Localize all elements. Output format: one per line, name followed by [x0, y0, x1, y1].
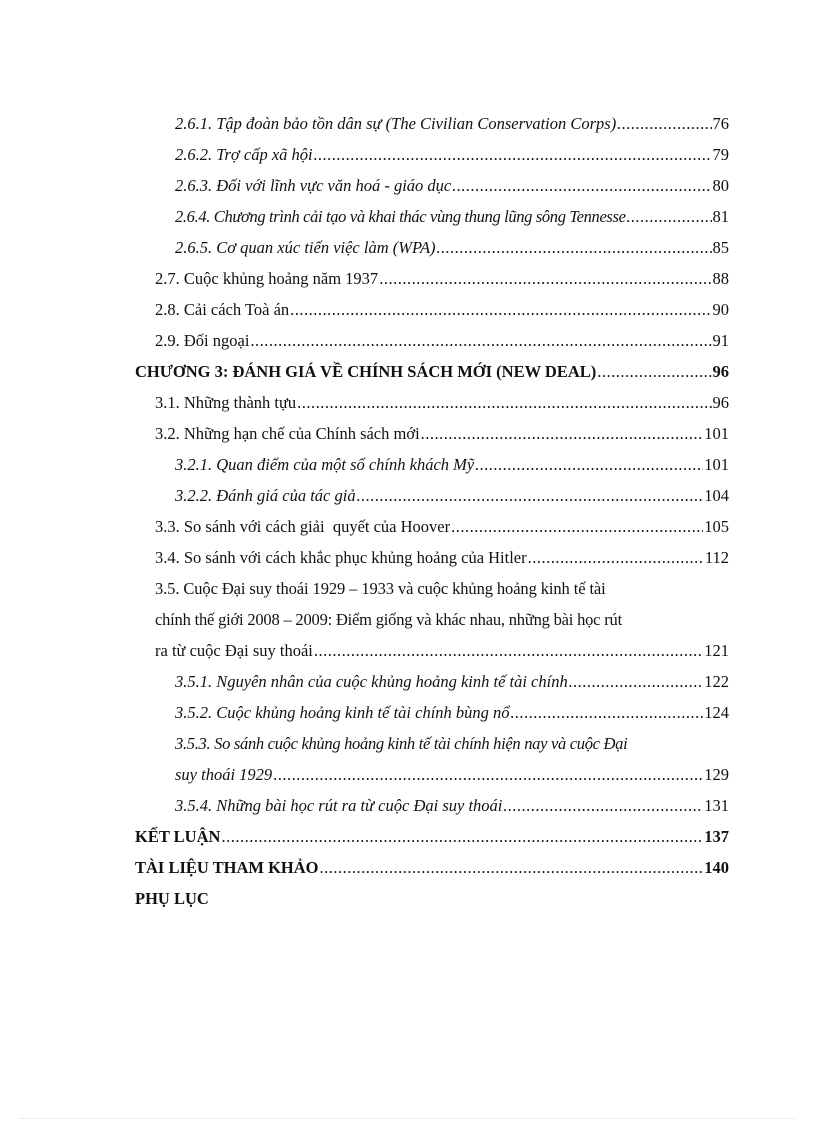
toc-entry-title: 2.8. Cải cách Toà án — [155, 300, 290, 319]
toc-entry[interactable] — [135, 325, 729, 356]
dot-leader — [320, 852, 704, 883]
toc-entry[interactable] — [135, 511, 729, 542]
toc-entry-page: 80 — [712, 176, 729, 195]
toc-entry[interactable] — [135, 666, 729, 697]
toc-entry-title: 2.9. Đối ngoại — [155, 331, 250, 350]
toc-entry-page: 137 — [704, 827, 729, 846]
toc-entry-title: 3.5.4. Những bài học rút ra từ cuộc Đại suy thoái — [175, 796, 503, 815]
dot-leader — [627, 201, 712, 232]
toc-entry-page: 131 — [704, 796, 729, 815]
toc-multiline-entry[interactable] — [135, 573, 729, 666]
dot-leader — [475, 449, 703, 480]
toc-entry-title-line: ra từ cuộc Đại suy thoái — [155, 641, 313, 660]
toc-entry-title: 3.2.2. Đánh giá của tác giả — [175, 486, 356, 505]
toc-multiline-entry[interactable] — [135, 728, 729, 790]
toc-entry[interactable] — [135, 170, 729, 201]
toc-entry-title: 3.5.2. Cuộc khủng hoảng kinh tế tài chính bùng nổ — [175, 703, 510, 722]
toc-entry[interactable] — [135, 387, 729, 418]
dot-leader — [273, 759, 703, 790]
dot-leader — [452, 170, 711, 201]
toc-entry-page: 79 — [712, 145, 729, 164]
toc-entry-title: 3.5.1. Nguyên nhân của cuộc khủng hoảng kinh tế tài chính — [175, 672, 568, 691]
toc-entry[interactable] — [135, 418, 729, 449]
toc-entry-title: KẾT LUẬN — [135, 827, 221, 846]
toc-entry-title: 3.2.1. Quan điểm của một số chính khách Mỹ — [175, 455, 475, 474]
toc-entry-page: 91 — [712, 331, 729, 350]
toc-entry-title: 2.6.2. Trợ cấp xã hội — [175, 145, 313, 164]
toc-chapter-entry[interactable] — [135, 356, 729, 387]
dot-leader — [503, 790, 703, 821]
toc-entry-title: 2.7. Cuộc khủng hoảng năm 1937 — [155, 269, 379, 288]
toc-chapter-entry[interactable] — [135, 883, 729, 914]
dot-leader — [528, 542, 704, 573]
toc-entry[interactable] — [135, 542, 729, 573]
dot-leader — [314, 635, 703, 666]
toc-entry-last-line — [155, 635, 729, 666]
toc-entry-title: CHƯƠNG 3: ĐÁNH GIÁ VỀ CHÍNH SÁCH MỚI (NEW DEAL) — [135, 362, 597, 381]
toc-entry-page: 121 — [704, 641, 729, 660]
appendix-heading: PHỤ LỤC — [135, 889, 209, 908]
dot-leader — [451, 511, 703, 542]
toc-entry[interactable] — [135, 449, 729, 480]
toc-entry-title: 2.6.5. Cơ quan xúc tiến việc làm (WPA) — [175, 238, 436, 257]
toc-entry[interactable] — [135, 139, 729, 170]
toc-entry-page: 96 — [712, 393, 729, 412]
toc-entry-page: 129 — [704, 765, 729, 784]
toc-entry[interactable] — [135, 697, 729, 728]
dot-leader — [314, 139, 712, 170]
toc-entry-title: 2.6.4. Chương trình cải tạo và khai thác vùng thung lũng sông Tennesse — [175, 207, 626, 226]
toc-entry-page: 88 — [712, 269, 729, 288]
toc-entry[interactable] — [135, 108, 729, 139]
dot-leader — [290, 294, 711, 325]
toc-entry-title-line: 3.5.3. So sánh cuộc khủng hoảng kinh tế tài chính hiện nay và cuộc Đại — [175, 734, 628, 753]
toc-entry-page: 96 — [712, 362, 729, 381]
toc-entry-title: TÀI LIỆU THAM KHẢO — [135, 858, 319, 877]
toc-entry-page: 81 — [712, 207, 729, 226]
toc-entry[interactable] — [135, 294, 729, 325]
toc-entry-page: 124 — [704, 703, 729, 722]
toc-entry-title: 2.6.1. Tập đoàn bảo tồn dân sự (The Civilian Conservation Corps) — [175, 114, 617, 133]
toc-entry[interactable] — [135, 790, 729, 821]
toc-entry-title-line: suy thoái 1929 — [175, 765, 273, 784]
toc-entry[interactable] — [135, 263, 729, 294]
toc-entry-page: 76 — [712, 114, 729, 133]
toc-entry-page: 104 — [704, 486, 729, 505]
dot-leader — [357, 480, 704, 511]
dot-leader — [379, 263, 711, 294]
toc-entry[interactable] — [135, 480, 729, 511]
toc-entry-title-line: chính thế giới 2008 – 2009: Điểm giống và khác nhau, những bài học rút — [155, 610, 622, 629]
toc-entry-title: 3.3. So sánh với cách giải quyết của Hoover — [155, 517, 451, 536]
toc-chapter-entry[interactable] — [135, 852, 729, 883]
toc-entry[interactable] — [135, 232, 729, 263]
toc-entry-page: 105 — [704, 517, 729, 536]
toc-entry-title: 2.6.3. Đối với lĩnh vực văn hoá - giáo dục — [175, 176, 452, 195]
dot-leader — [297, 387, 711, 418]
page-bottom-rule — [20, 1118, 796, 1119]
toc-entry-page: 101 — [704, 424, 729, 443]
dot-leader — [617, 108, 711, 139]
toc-entry-title: 3.2. Những hạn chế của Chính sách mới — [155, 424, 420, 443]
toc-chapter-entry[interactable] — [135, 821, 729, 852]
dot-leader — [511, 697, 704, 728]
toc-entry-title: 3.4. So sánh với cách khắc phục khủng hoảng của Hitler — [155, 548, 527, 567]
toc-entry-last-line — [175, 759, 729, 790]
toc-entry-page: 122 — [704, 672, 729, 691]
dot-leader — [221, 821, 703, 852]
toc-entry-page: 140 — [704, 858, 729, 877]
toc-entry-page: 90 — [712, 300, 729, 319]
dot-leader — [250, 325, 711, 356]
dot-leader — [569, 666, 704, 697]
toc-entry-page: 112 — [704, 548, 729, 567]
dot-leader — [421, 418, 704, 449]
toc-entry[interactable] — [135, 201, 729, 232]
toc-entry-title: 3.1. Những thành tựu — [155, 393, 297, 412]
dot-leader — [437, 232, 712, 263]
toc-entry-title-line: 3.5. Cuộc Đại suy thoái 1929 – 1933 và cuộc khủng hoảng kinh tế tài — [155, 579, 606, 598]
toc-entry-page: 85 — [712, 238, 729, 257]
toc-entry-page: 101 — [704, 455, 729, 474]
table-of-contents — [135, 108, 729, 914]
dot-leader — [597, 356, 711, 387]
